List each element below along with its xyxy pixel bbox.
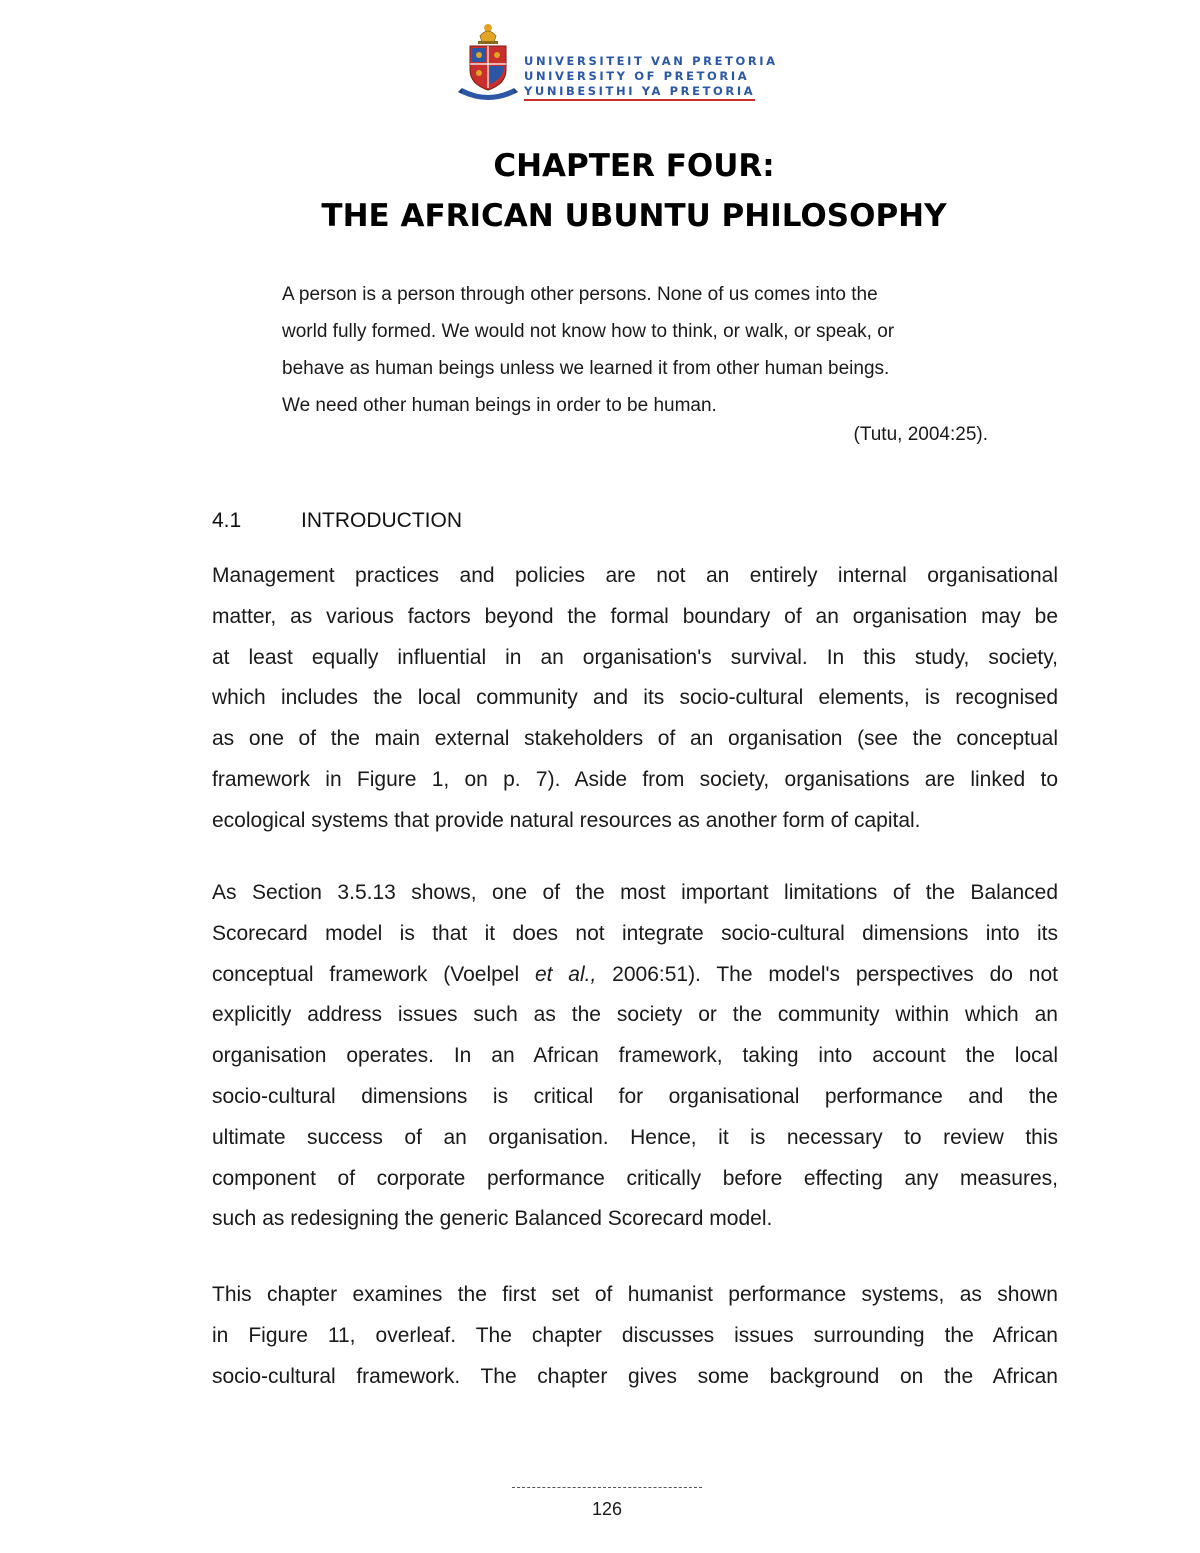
paragraph-3 [212,1275,1058,1397]
paragraph-line: in Figure 11, overleaf. The chapter discusses issues surrounding the African [212,1323,1058,1347]
line-text: conceptual framework (Voelpel [212,962,535,986]
paragraph-line: organisation operates. In an African framework, taking into account the local [212,1044,1058,1068]
paragraph-line: at least equally influential in an organisation's survival. In this study, society, [212,645,1058,669]
university-name-english: UNIVERSITY OF PRETORIA [524,69,750,83]
university-name-sepedi: YUNIBESITHI YA PRETORIA [524,84,755,101]
page-number: 126 [591,1499,623,1519]
university-name-afrikaans: UNIVERSITEIT VAN PRETORIA [524,54,778,68]
chapter-main-title: THE AFRICAN UBUNTU PHILOSOPHY [321,198,947,234]
epigraph-citation: (Tutu, 2004:25). [853,424,988,445]
chapter-number-title: CHAPTER FOUR: [493,148,775,184]
paragraph-line-with-citation [212,955,1058,996]
paragraph-line: ultimate success of an organisation. Hence, it is necessary to review this [212,1125,1058,1149]
paragraph-line: explicitly address issues such as the society or the community within which an [212,1003,1058,1027]
paragraph-line: socio-cultural dimensions is critical for organisational performance and the [212,1084,1058,1108]
paragraph-line: Scorecard model is that it does not integrate socio-cultural dimensions into its [212,921,1058,945]
paragraph-line: ecological systems that provide natural resources as another form of capital. [212,808,921,832]
italic-et-al: et al., [534,962,597,986]
section-number: 4.1 [212,509,242,532]
section-title: INTRODUCTION [301,509,462,532]
epigraph-quote [282,276,988,424]
paragraph-line: socio-cultural framework. The chapter gives some background on the African [212,1364,1058,1388]
paragraph-line: Management practices and policies are not an entirely internal organisational [212,564,1058,587]
university-logo [458,22,778,102]
paragraph-line: As Section 3.5.13 shows, one of the most important limitations of the Balanced [212,881,1058,904]
paragraph-line: such as redesigning the generic Balanced Scorecard model. [212,1207,773,1231]
paragraph-line: matter, as various factors beyond the formal boundary of an organisation may be [212,604,1058,628]
epigraph-line: world fully formed. We would not know how to think, or walk, or speak, or [282,321,895,342]
university-crest-icon [458,22,518,100]
paragraph-line: framework in Figure 1, on p. 7). Aside from society, organisations are linked to [212,767,1058,791]
epigraph-line: We need other human beings in order to be human. [282,395,717,416]
paragraph-line: This chapter examines the first set of humanist performance systems, as shown [212,1283,1058,1306]
paragraph-1 [212,556,1058,842]
paragraph-2 [212,873,1058,1240]
university-names [524,54,778,101]
footer-divider [512,1487,702,1488]
paragraph-line: as one of the main external stakeholders of an organisation (see the conceptual [212,727,1058,751]
epigraph-line: A person is a person through other persons. None of us comes into the [282,284,878,305]
line-text: 2006:51). The model's perspectives do not [596,962,1058,986]
paragraph-line: which includes the local community and its socio-cultural elements, is recognised [212,686,1058,710]
epigraph-line: behave as human beings unless we learned it from other human beings. [282,358,890,379]
paragraph-line: component of corporate performance critically before effecting any measures, [212,1166,1058,1190]
